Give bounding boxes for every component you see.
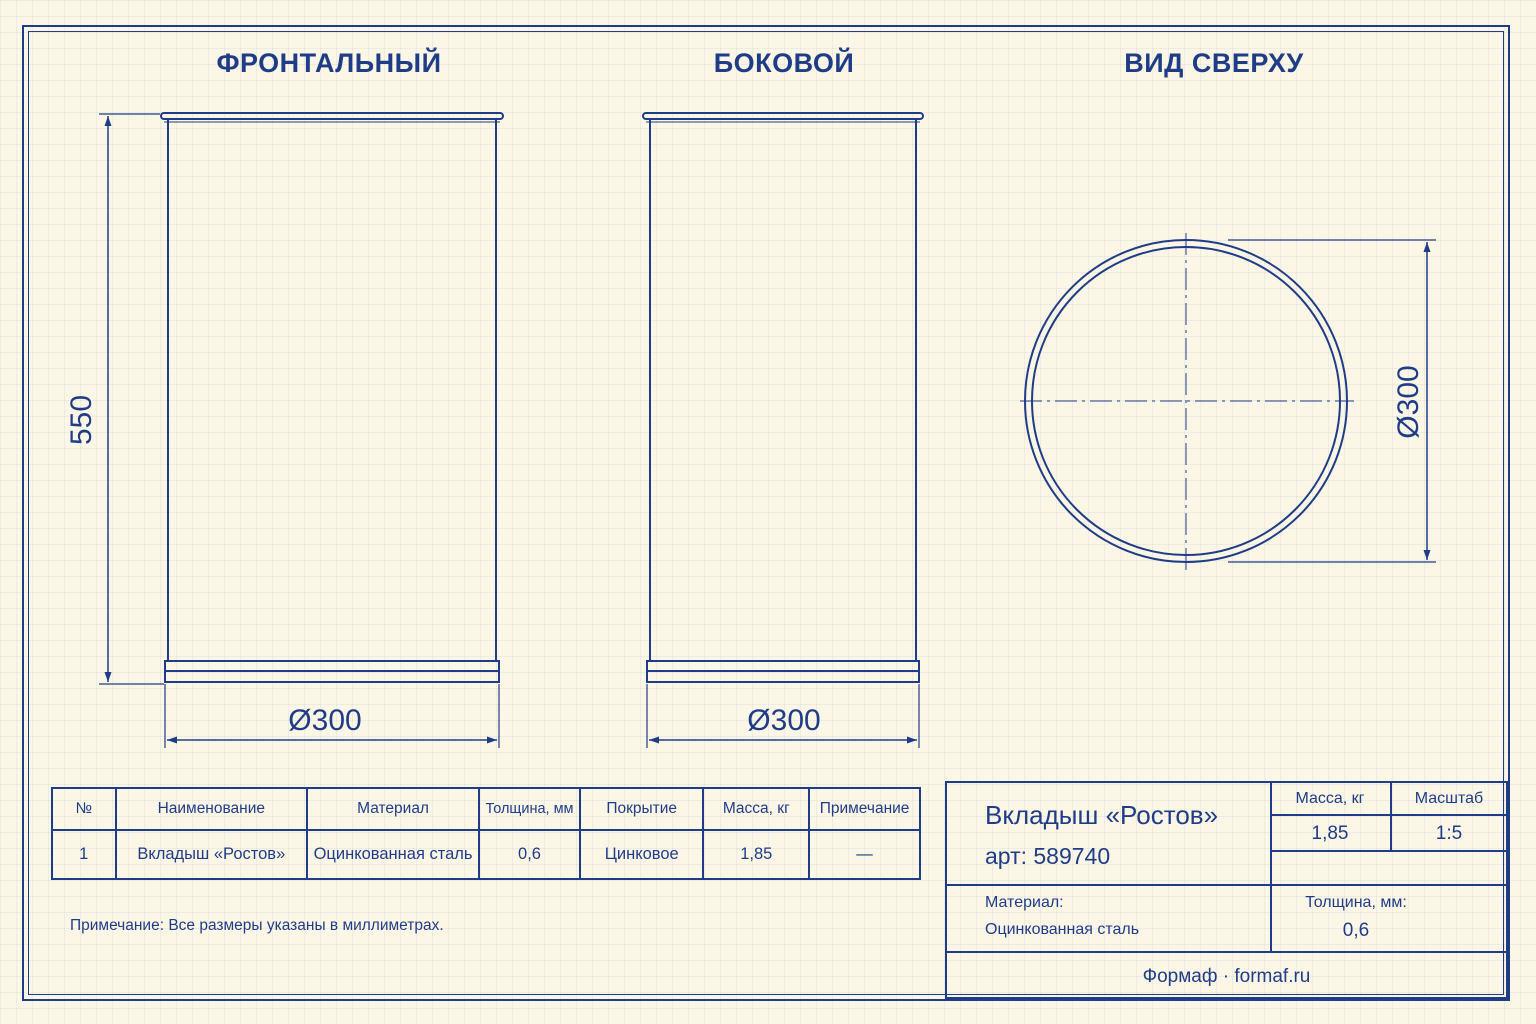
- material-value: Оцинкованная сталь: [985, 921, 1140, 938]
- height-dimension-lines: [99, 114, 164, 684]
- mass-value: 1,85: [1311, 823, 1349, 844]
- cell-number: 1: [52, 830, 116, 879]
- title-block-footer: Формаф · formaf.ru: [1142, 966, 1311, 987]
- cell-name: Вкладыш «Ростов»: [116, 830, 308, 879]
- cell-coating: Цинковое: [580, 830, 703, 879]
- scale-label: Масштаб: [1414, 790, 1484, 807]
- side-diameter-label: Ø300: [747, 704, 821, 737]
- cell-mass: 1,85: [703, 830, 809, 879]
- header-coating: Покрытие: [580, 788, 703, 830]
- cell-material: Оцинкованная сталь: [307, 830, 479, 879]
- title-block-name: Вкладыш «Ростов»: [985, 800, 1219, 830]
- header-thickness: Толщина, мм: [479, 788, 580, 830]
- title-block: [945, 781, 1508, 999]
- header-material: Материал: [307, 788, 479, 830]
- front-diameter-label: Ø300: [288, 704, 362, 737]
- header-name: Наименование: [116, 788, 308, 830]
- header-number: №: [52, 788, 116, 830]
- thickness-value: 0,6: [1342, 920, 1370, 941]
- thickness-label: Толщина, мм:: [1305, 894, 1407, 911]
- side-view-cylinder: [643, 113, 923, 682]
- specification-table: [51, 787, 921, 880]
- header-mass: Масса, кг: [703, 788, 809, 830]
- front-view-title: ФРОНТАЛЬНЫЙ: [216, 48, 442, 78]
- scale-value: 1:5: [1435, 823, 1463, 844]
- side-view-title: БОКОВОЙ: [713, 48, 855, 78]
- material-label: Материал:: [985, 894, 1064, 911]
- table-row: [52, 830, 920, 879]
- title-block-article: арт: 589740: [985, 843, 1111, 869]
- front-view-cylinder: [161, 113, 503, 682]
- top-diameter-label: Ø300: [1392, 365, 1425, 439]
- header-note: Примечание: [809, 788, 920, 830]
- cell-thickness: 0,6: [479, 830, 580, 879]
- cell-note: —: [809, 830, 920, 879]
- top-view-circle: [1020, 233, 1354, 570]
- table-header-row: [52, 788, 920, 830]
- mass-label: Масса, кг: [1295, 790, 1365, 807]
- height-dimension-label: 550: [65, 394, 98, 446]
- dimensions-note: Примечание: Все размеры указаны в миллиметрах.: [70, 917, 444, 934]
- top-view-title: ВИД СВЕРХУ: [1124, 48, 1304, 78]
